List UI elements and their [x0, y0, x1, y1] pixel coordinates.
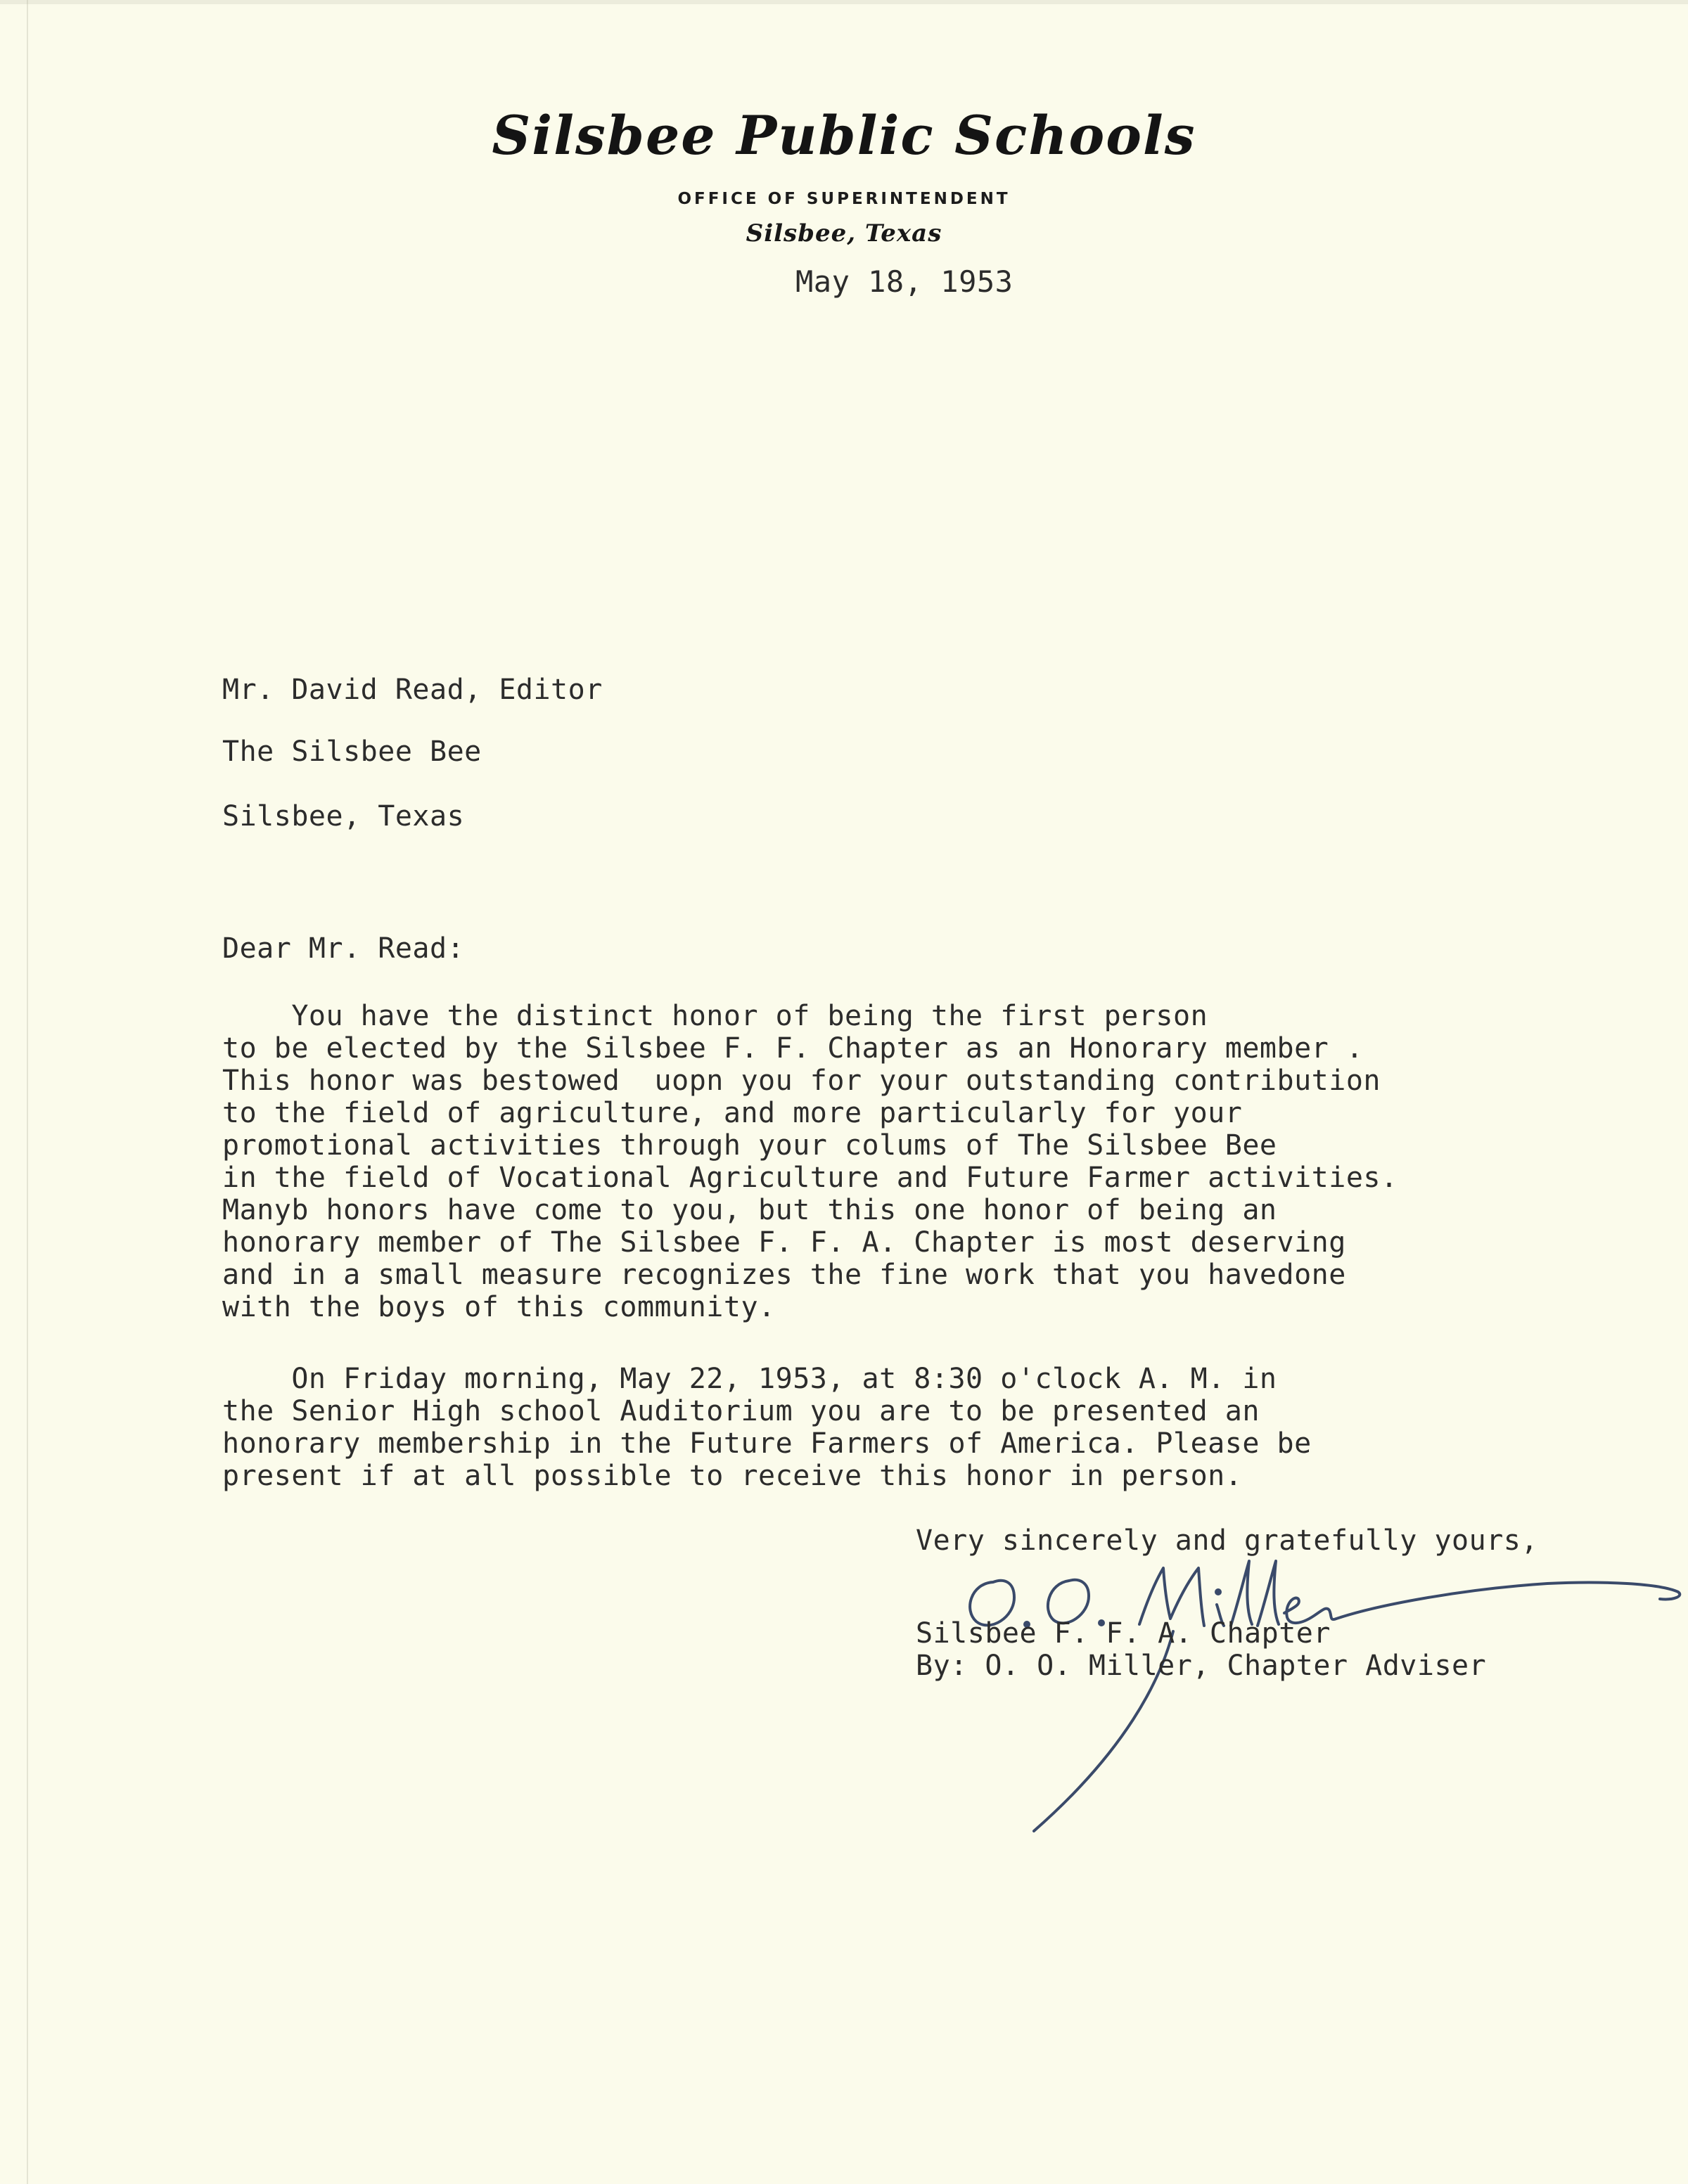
- letter-date: May 18, 1953: [795, 264, 1014, 299]
- paragraph-line: honorary membership in the Future Farmers of America. Please be: [222, 1427, 1312, 1460]
- paragraph-line: with the boys of this community.: [222, 1291, 776, 1323]
- signature-block-signer: By: O. O. Miller, Chapter Adviser: [916, 1650, 1487, 1682]
- letterhead-office: OFFICE OF SUPERINTENDENT: [677, 190, 1011, 208]
- paragraph-line: This honor was bestowed uopn you for your outstanding contribution: [222, 1065, 1381, 1097]
- closing: Very sincerely and gratefully yours,: [916, 1524, 1538, 1557]
- paragraph-line: On Friday morning, May 22, 1953, at 8:30 o'clock A. M. in: [222, 1363, 1277, 1395]
- recipient-name: Mr. David Read, Editor: [222, 674, 603, 706]
- paper-edge: [0, 0, 1688, 4]
- paragraph-line: in the field of Vocational Agriculture and Future Farmer activities.: [222, 1162, 1398, 1194]
- recipient-city: Silsbee, Texas: [222, 800, 465, 833]
- handwritten-signature: [928, 1540, 1688, 1835]
- body-paragraph-1: [222, 1000, 1398, 1323]
- paragraph-line: to the field of agriculture, and more particularly for your: [222, 1097, 1243, 1129]
- paper-crease: [27, 0, 28, 2184]
- body-paragraph-2: [222, 1363, 1312, 1492]
- signature-block-chapter: Silsbee F. F. A. Chapter: [916, 1617, 1331, 1650]
- paragraph-line: You have the distinct honor of being the first person: [222, 1000, 1208, 1032]
- paragraph-line: honorary member of The Silsbee F. F. A. Chapter is most deserving: [222, 1226, 1346, 1259]
- paragraph-line: and in a small measure recognizes the fine work that you havedone: [222, 1259, 1346, 1291]
- letterhead-title: Silsbee Public Schools: [492, 104, 1196, 167]
- paragraph-line: Manyb honors have come to you, but this one honor of being an: [222, 1194, 1277, 1226]
- salutation: Dear Mr. Read:: [222, 932, 465, 965]
- paragraph-line: promotional activities through your colums of The Silsbee Bee: [222, 1129, 1277, 1162]
- paragraph-line: to be elected by the Silsbee F. F. Chapter as an Honorary member .: [222, 1032, 1364, 1065]
- paragraph-line: the Senior High school Auditorium you are to be presented an: [222, 1395, 1260, 1427]
- letterhead-city: Silsbee, Texas: [746, 219, 942, 248]
- paragraph-line: present if at all possible to receive this honor in person.: [222, 1460, 1243, 1492]
- recipient-organization: The Silsbee Bee: [222, 736, 482, 768]
